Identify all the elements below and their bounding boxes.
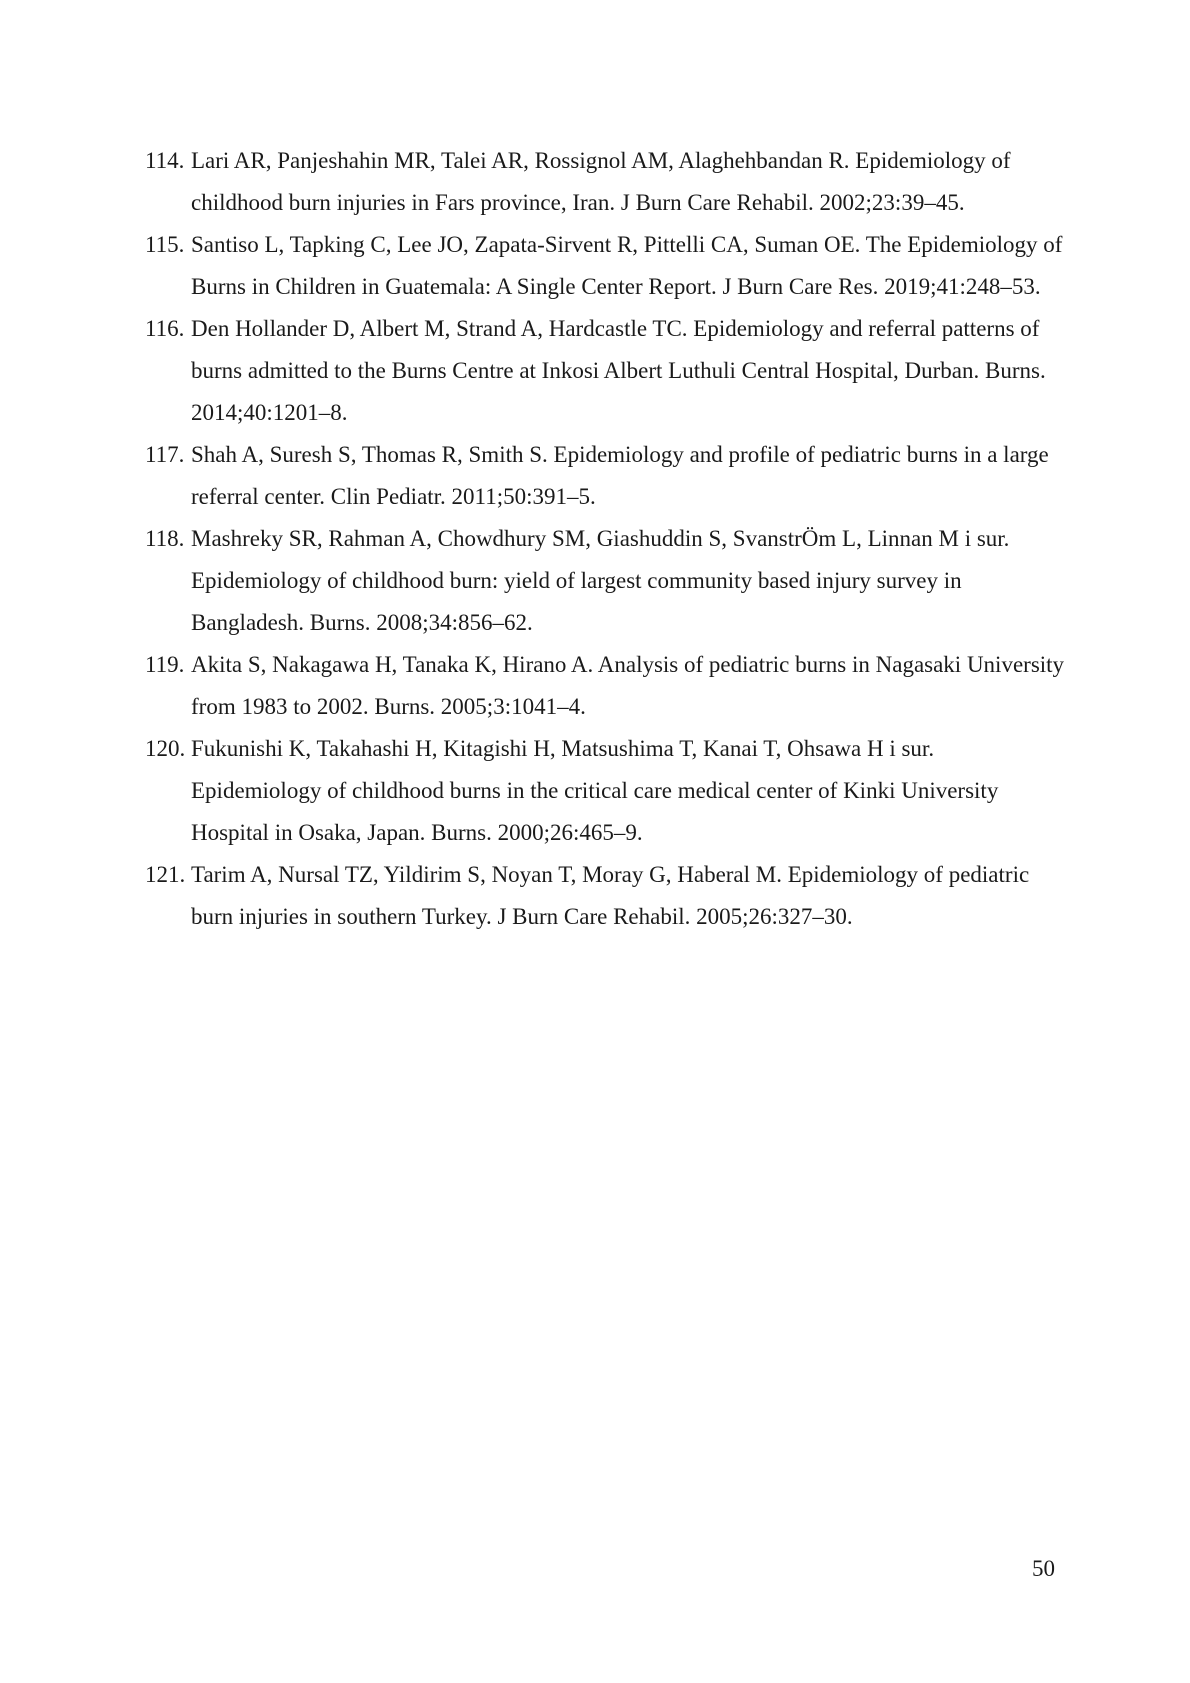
reference-item (145, 644, 1065, 728)
reference-text: Shah A, Suresh S, Thomas R, Smith S. Epidemiology and profile of pediatric burns in a large referral center. Clin Pediatr. 2011;50:391–5. (191, 442, 1049, 509)
reference-number: 118. (145, 526, 185, 551)
reference-list (145, 140, 1065, 938)
reference-number: 114. (145, 148, 185, 173)
reference-text: Den Hollander D, Albert M, Strand A, Hardcastle TC. Epidemiology and referral patterns of burns admitted to the Burns Centre at Inkosi Albert Luthuli Central Hospital, Durban. Burns. 2014;40:1201–8. (191, 316, 1046, 425)
reference-text: Santiso L, Tapking C, Lee JO, Zapata-Sirvent R, Pittelli CA, Suman OE. The Epidemiology of Burns in Children in Guatemala: A Single Center Report. J Burn Care Res. 2019;41:248–53. (191, 232, 1063, 299)
reference-number: 117. (145, 442, 185, 467)
reference-item (145, 518, 1065, 644)
reference-text: Mashreky SR, Rahman A, Chowdhury SM, Giashuddin S, SvanstrÖm L, Linnan M i sur. Epidemiology of childhood burn: yield of largest community based injury survey in Bangladesh. Burns. 2008;34:856–62. (191, 526, 1010, 635)
reference-number: 115. (145, 232, 185, 257)
reference-number: 121. (145, 862, 186, 887)
reference-text: Akita S, Nakagawa H, Tanaka K, Hirano A. Analysis of pediatric burns in Nagasaki University from 1983 to 2002. Burns. 2005;3:1041–4. (191, 652, 1065, 719)
reference-text: Fukunishi K, Takahashi H, Kitagishi H, Matsushima T, Kanai T, Ohsawa H i sur. Epidemiology of childhood burns in the critical care medical center of Kinki University Hospital in Osaka, Japan. Burns. 2000;26:465–9. (191, 736, 999, 845)
reference-number: 119. (145, 652, 185, 677)
reference-item (145, 728, 1065, 854)
reference-text: Tarim A, Nursal TZ, Yildirim S, Noyan T, Moray G, Haberal M. Epidemiology of pediatric burn injuries in southern Turkey. J Burn Care Rehabil. 2005;26:327–30. (191, 862, 1030, 929)
reference-item (145, 434, 1065, 518)
page-number: 50 (1032, 1556, 1055, 1581)
reference-number: 120. (145, 736, 186, 761)
reference-item (145, 308, 1065, 434)
reference-item (145, 854, 1065, 938)
reference-item (145, 224, 1065, 308)
reference-item (145, 140, 1065, 224)
reference-text: Lari AR, Panjeshahin MR, Talei AR, Rossignol AM, Alaghehbandan R. Epidemiology of childhood burn injuries in Fars province, Iran. J Burn Care Rehabil. 2002;23:39–45. (191, 148, 1011, 215)
reference-number: 116. (145, 316, 185, 341)
